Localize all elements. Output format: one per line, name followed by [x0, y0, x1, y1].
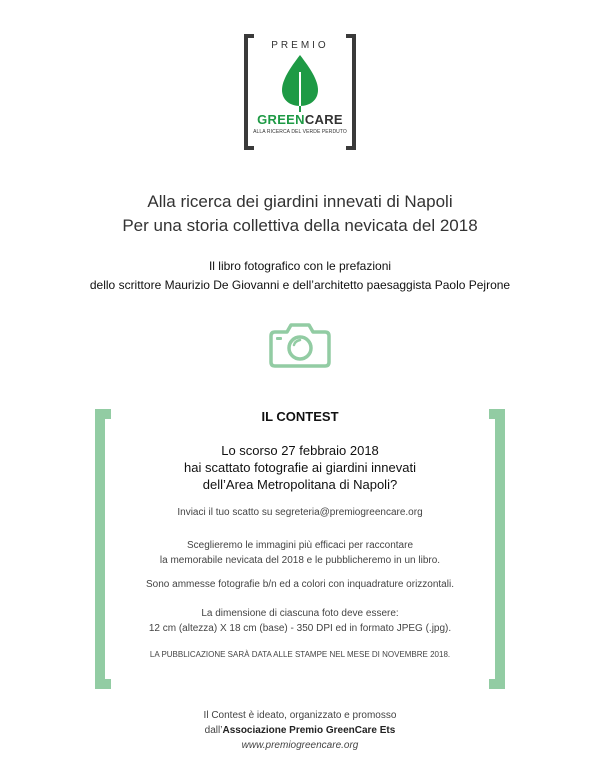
subheading-line-1: Il libro fotografico con le prefazioni	[208, 259, 392, 273]
photo-size-text	[0, 606, 600, 636]
logo-premio-text: PREMIO	[271, 40, 329, 51]
contest-question-line-1: Lo scorso 27 febbraio 2018	[221, 443, 379, 458]
admitted-photos-text: Sono ammesse fotografie b/n ed a colori con inquadrature orizzontali.	[146, 579, 454, 590]
footer-organization: Associazione Premio GreenCare Ets	[222, 725, 396, 736]
send-instructions: Inviaci il tuo scatto su segreteria@premiogreencare.org	[177, 507, 423, 518]
selection-line-1: Sceglieremo le immagini più efficaci per raccontare	[186, 540, 414, 551]
contest-question-line-3: dell’Area Metropolitana di Napoli?	[202, 477, 398, 492]
photo-size-line-1: La dimensione di ciascuna foto deve essere:	[201, 608, 399, 619]
heading-line-1: Alla ricerca dei giardini innevati di Napoli	[147, 192, 453, 211]
heading-line-2: Per una storia collettiva della nevicata del 2018	[122, 216, 478, 235]
selection-text	[0, 538, 600, 568]
footer-line-2: dall’Associazione Premio GreenCare Ets	[204, 725, 396, 736]
contest-question	[0, 442, 600, 493]
subheading-line-2: dello scrittore Maurizio De Giovanni e dell’architetto paesaggista Paolo Pejrone	[89, 278, 511, 292]
selection-line-2: la memorabile nevicata del 2018 e le pubblicheremo in un libro.	[159, 555, 441, 566]
footer-website: www.premiogreencare.org	[241, 740, 359, 751]
logo-tagline: ALLA RICERCA DEL VERDE PERDUTO	[253, 129, 347, 135]
footer	[0, 708, 600, 753]
footer-line-1: Il Contest è ideato, organizzato e promosso	[203, 710, 397, 721]
camera-icon	[269, 320, 331, 368]
contest-question-line-2: hai scattato fotografie ai giardini innevati	[184, 460, 416, 475]
publication-note: LA PUBBLICAZIONE SARÀ DATA ALLE STAMPE NEL MESE DI NOVEMBRE 2018.	[149, 650, 451, 659]
logo-brand-text: GREENCARE	[257, 112, 343, 127]
contest-title: IL CONTEST	[261, 409, 339, 424]
leaf-icon	[280, 54, 320, 112]
page-heading	[0, 190, 600, 238]
photo-size-line-2: 12 cm (altezza) X 18 cm (base) - 350 DPI ed in formato JPEG (.jpg).	[148, 623, 452, 634]
premio-greencare-logo	[244, 34, 356, 150]
page-subheading	[0, 257, 600, 295]
